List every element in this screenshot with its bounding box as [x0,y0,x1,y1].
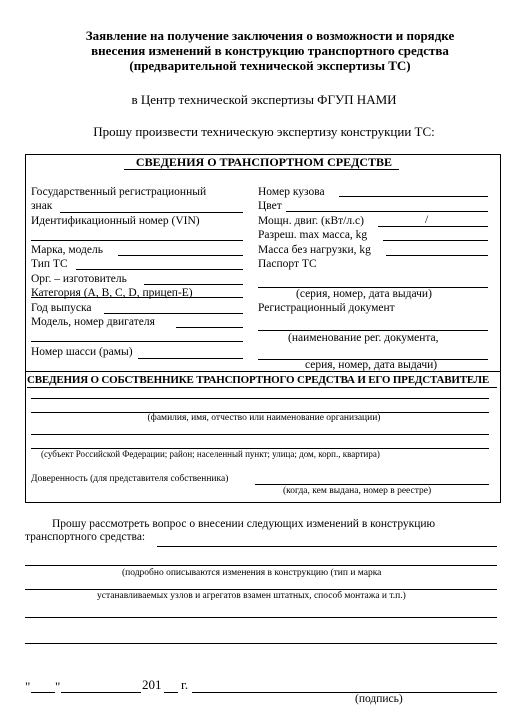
year-label: Год выпуска [31,302,92,314]
changes-hint-2: устанавливаемых узлов и агрегатов взамен штатных, способ монтажа и т.п.) [97,591,406,601]
owner-line-1[interactable] [31,398,489,399]
signature-hint: (подпись) [355,693,403,705]
body-number-label: Номер кузова [258,186,325,198]
color-field[interactable] [286,211,488,212]
changes-field-5[interactable] [25,643,497,644]
date-quote-close: " [55,679,61,694]
title-line-2: внесения изменений в конструкцию транспортного средства [91,43,449,58]
date-year-prefix: 201 [142,677,162,692]
date-year-suffix: г. [181,677,189,692]
changes-request-1: Прошу рассмотреть вопрос о внесении следующих изменений в конструкцию [52,518,436,530]
date-quote-open: " [25,679,31,694]
owner-title-underline [27,387,497,388]
title-line-1: Заявление на получение заключения о возможности и порядке [85,28,455,43]
curb-mass-field[interactable] [386,255,488,256]
chassis-label: Номер шасси (рамы) [31,346,133,358]
changes-field-3[interactable] [25,589,497,590]
type-field[interactable] [76,269,243,270]
category-field[interactable] [31,297,243,298]
title-line-3: (предварительной технической экспертизы ТС) [129,58,411,73]
owner-section-title: СВЕДЕНИЯ О СОБСТВЕННИКЕ ТРАНСПОРТНОГО СРЕДСТВА И ЕГО ПРЕДСТАВИТЕЛЕ [27,374,490,386]
addressee: в Центр технической экспертизы ФГУП НАМИ [131,92,397,107]
vin-field[interactable] [31,240,243,241]
make-model-label: Марка, модель [31,244,103,256]
color-label: Цвет [258,200,282,212]
signature-field[interactable] [192,692,497,693]
manufacturer-label: Орг. – изготовитель [31,273,127,285]
year-field[interactable] [104,313,243,314]
max-mass-field[interactable] [383,240,488,241]
poa-hint: (когда, кем выдана, номер в реестре) [283,486,432,496]
reg-sign-label-2: знак [31,200,53,212]
changes-request-2: транспортного средства: [25,531,146,543]
body-number-field[interactable] [339,196,488,197]
reg-doc-field[interactable] [258,330,488,331]
engine-power-slash: / [425,214,429,226]
document-title [40,28,500,73]
engine-model-field-2[interactable] [31,341,243,342]
changes-hint-1: (подробно описываются изменения в конструкцию (тип и марка [122,568,382,578]
manufacturer-field[interactable] [144,284,243,285]
date-year-field[interactable] [164,692,178,693]
curb-mass-label: Масса без нагрузки, kg [258,244,371,256]
owner-line-3[interactable] [31,434,489,435]
passport-label: Паспорт ТС [258,258,317,270]
vehicle-title-underline [124,169,399,170]
engine-power-field[interactable] [378,226,488,227]
make-model-field[interactable] [118,255,243,256]
chassis-field[interactable] [138,358,243,359]
reg-doc-hint-1: (наименование рег. документа, [288,332,439,344]
reg-sign-field[interactable] [60,212,243,213]
request-text: Прошу произвести техническую экспертизу конструкции ТС: [93,124,435,139]
owner-address-hint: (субъект Российской Федерации; район; населенный пункт; улица; дом, корп., квартира) [41,449,380,459]
category-label: Категория (A, B, C, D, прицеп-E) [31,287,193,299]
reg-doc-hint-2: серия, номер, дата выдачи) [305,359,438,371]
changes-field-2[interactable] [25,565,497,566]
poa-label: Доверенность (для представителя собственника) [31,474,229,484]
type-label: Тип ТС [31,258,68,270]
max-mass-label: Разреш. max масса, kg [258,229,368,241]
engine-model-label: Модель, номер двигателя [31,316,155,328]
owner-name-hint: (фамилия, имя, отчество или наименование организации) [147,413,381,423]
reg-doc-label: Регистрационный документ [258,302,395,314]
changes-field-4[interactable] [25,617,497,618]
passport-hint: (серия, номер, дата выдачи) [296,288,432,300]
date-month-field[interactable] [61,692,141,693]
reg-sign-label: Государственный регистрационный [31,186,207,198]
engine-model-field[interactable] [176,327,243,328]
vin-label: Идентификационный номер (VIN) [31,215,200,227]
vehicle-section-title: СВЕДЕНИЯ О ТРАНСПОРТНОМ СРЕДСТВЕ [135,155,393,169]
poa-field[interactable] [255,484,489,485]
changes-field-1[interactable] [157,546,497,547]
engine-power-label: Мощн. двиг. (кВт/л.с) [258,215,364,227]
date-day-field[interactable] [31,692,55,693]
